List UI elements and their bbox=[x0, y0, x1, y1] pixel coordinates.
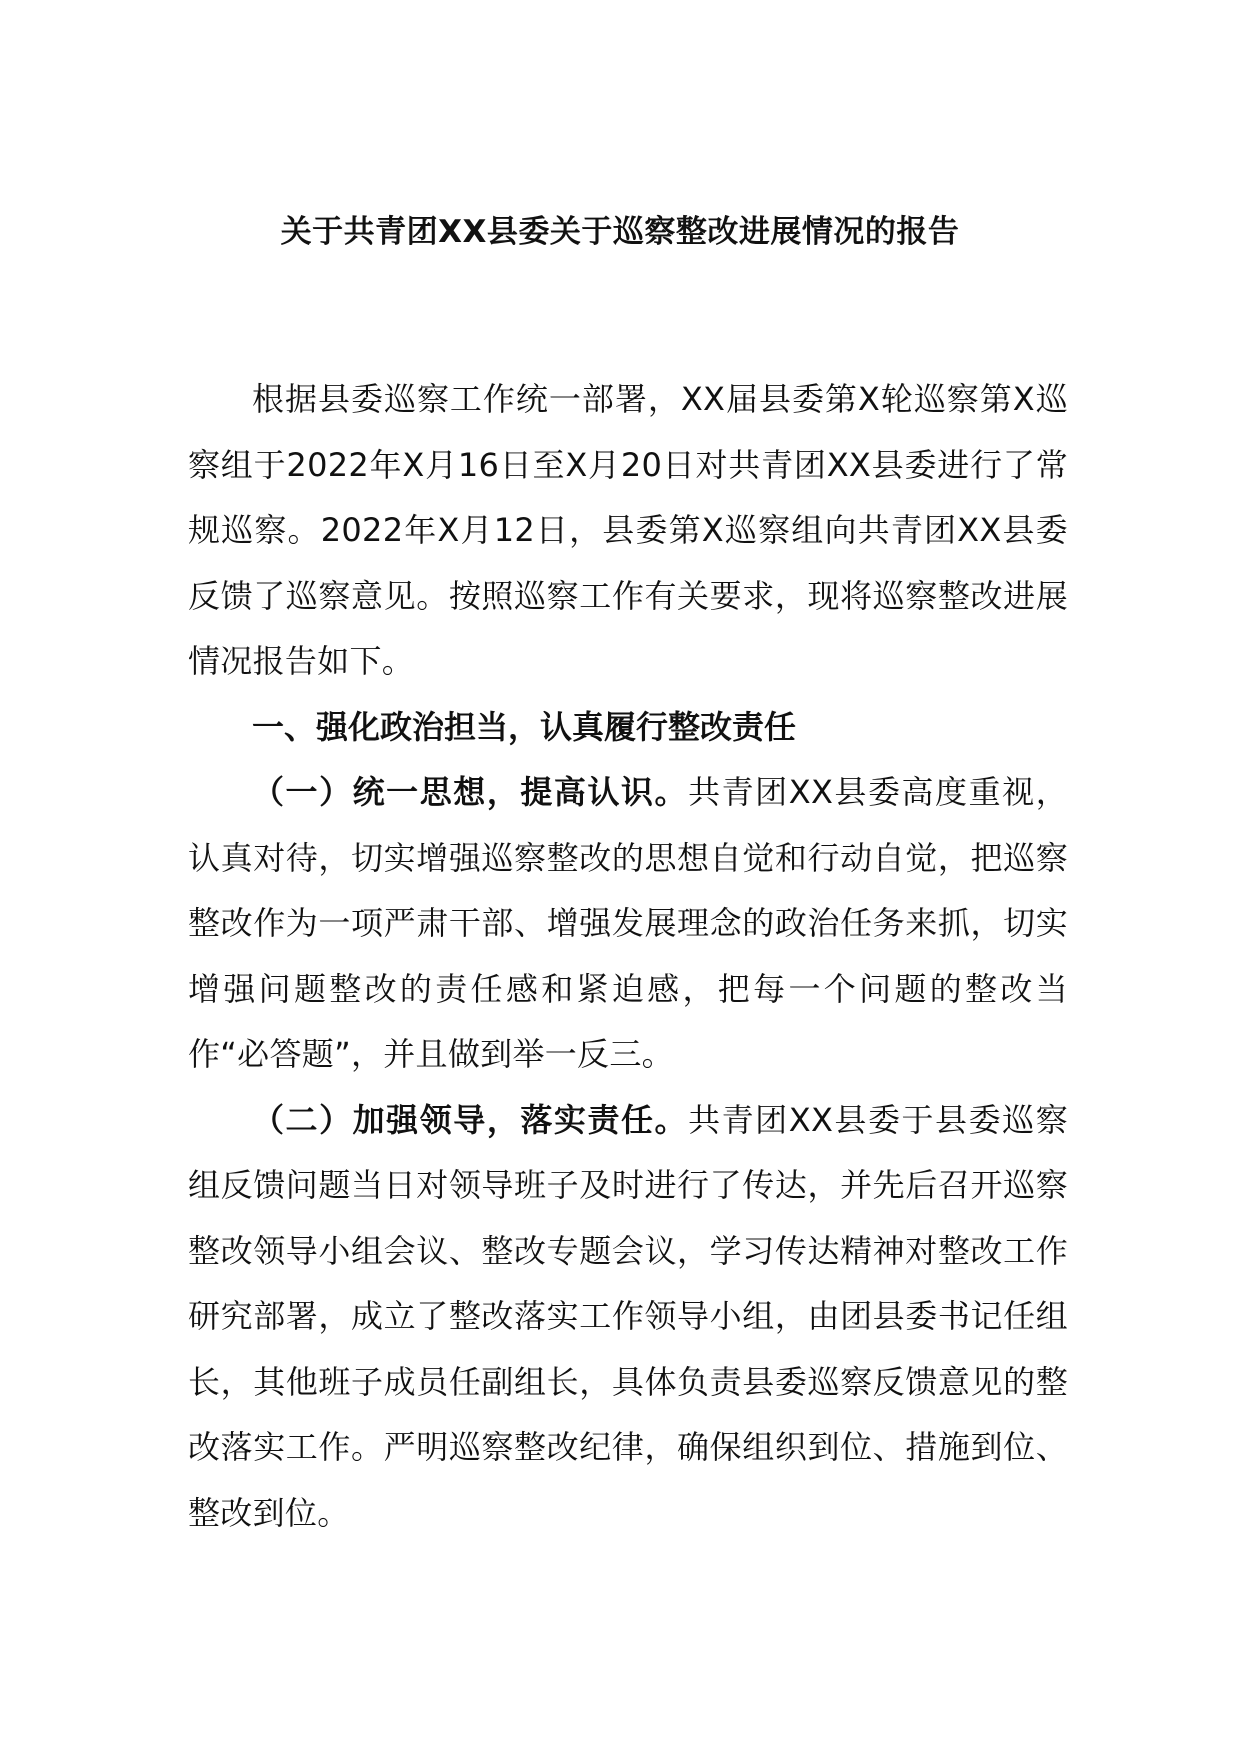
subsection-paragraph-1 bbox=[188, 760, 1068, 1088]
subsection-text-2: 共青团XX县委于县委巡察组反馈问题当日对领导班子及时进行了传达，并先后召开巡察整改领导小组会议、整改专题会议，学习传达精神对整改工作研究部署，成立了整改落实工作领导小组，由团县委书记任组长，其他班子成员任副组长，具体负责县委巡察反馈意见的整改落实工作。严明巡察整改纪律，确保组织到位、措施到位、整改到位。 bbox=[188, 1100, 1068, 1532]
subsection-text-1: 共青团XX县委高度重视，认真对待，切实增强巡察整改的思想自觉和行动自觉，把巡察整改作为一项严肃干部、增强发展理念的政治任务来抓，切实增强问题整改的责任感和紧迫感，把每一个问题的整改当作“必答题”，并且做到举一反三。 bbox=[188, 773, 1068, 1073]
subsection-lead-1: （一）统一思想，提高认识。 bbox=[252, 773, 689, 811]
document-title: 关于共青团XX县委关于巡察整改进展情况的报告 bbox=[280, 214, 960, 250]
section-heading: 一、强化政治担当，认真履行整改责任 bbox=[252, 707, 797, 746]
intro-paragraph: 根据县委巡察工作统一部署，XX届县委第X轮巡察第X巡察组于2022年X月16日至X月20日对共青团XX县委进行了常规巡察。2022年X月12日，县委第X巡察组向共青团XX县委反馈了巡察意见。按照巡察工作有关要求，现将巡察整改进展情况报告如下。 bbox=[188, 380, 1068, 680]
document-body bbox=[188, 367, 1068, 1546]
subsection-lead-2: （二）加强领导，落实责任。 bbox=[252, 1100, 689, 1139]
subsection-paragraph-2 bbox=[188, 1088, 1068, 1547]
